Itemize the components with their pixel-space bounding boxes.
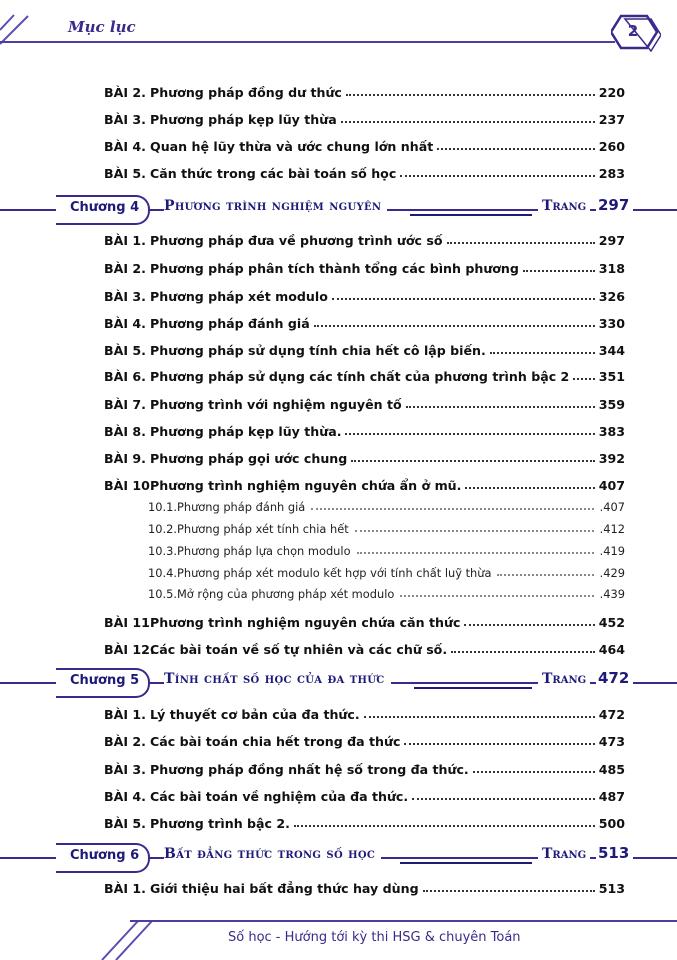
entry-title: Các bài toán chia hết trong đa thức (150, 734, 401, 749)
entry-label: BÀI 5. (104, 166, 146, 181)
entry-title: Phương pháp phân tích thành tổng các bình phương (150, 261, 519, 276)
subentry-title: 10.3.Phương pháp lựa chọn modulo (148, 544, 351, 558)
dot-leader (451, 651, 595, 653)
toc-entry[interactable] (104, 610, 625, 630)
chapter-title-underline (400, 862, 532, 864)
entry-label: BÀI 5. (104, 343, 146, 358)
entry-title: Phương pháp đồng dư thức (150, 85, 342, 100)
entry-page: 473 (598, 734, 625, 749)
entry-page: 297 (598, 233, 625, 248)
toc-subentry[interactable] (148, 496, 625, 514)
dot-leader (364, 716, 595, 718)
chapter-trang-label: Trang (538, 671, 590, 687)
chapter-title-underline (414, 687, 532, 689)
dot-leader (437, 148, 594, 150)
toc-subentry[interactable] (148, 583, 625, 601)
entry-title: Lý thuyết cơ bản của đa thức. (150, 707, 360, 722)
chapter-trang-label: Trang (538, 846, 590, 862)
toc-entry[interactable] (104, 876, 625, 896)
entry-label: BÀI 3. (104, 112, 146, 127)
entry-page: 472 (598, 707, 625, 722)
entry-title: Phương pháp gọi ước chung (150, 451, 348, 466)
subentry-page: .419 (599, 544, 625, 558)
dot-leader (341, 121, 595, 123)
dot-leader (465, 487, 594, 489)
toc-entry[interactable] (104, 134, 625, 154)
entry-page: 260 (598, 139, 625, 154)
entry-page: 452 (598, 615, 625, 630)
dot-leader (497, 574, 593, 576)
entry-title: Phương pháp sử dụng tính chia hết cô lập biến. (150, 343, 486, 358)
entry-label: BÀI 2. (104, 85, 146, 100)
subentry-title: 10.2.Phương pháp xét tính chia hết (148, 522, 349, 536)
entry-title: Phương trình bậc 2. (150, 816, 290, 831)
entry-page: 359 (598, 397, 625, 412)
dot-leader (355, 530, 594, 532)
entry-title: Các bài toán về nghiệm của đa thức. (150, 789, 409, 804)
entry-title: Phương pháp sử dụng các tính chất của phương trình bậc 2 (150, 369, 570, 384)
dot-leader (400, 175, 594, 177)
dot-leader (406, 406, 595, 408)
dot-leader (423, 890, 595, 892)
dot-leader (490, 352, 595, 354)
entry-page: 487 (598, 789, 625, 804)
entry-title: Phương pháp đưa về phương trình ước số (150, 233, 443, 248)
dot-leader (311, 508, 593, 510)
toc-entry[interactable] (104, 757, 625, 777)
entry-page: 344 (598, 343, 625, 358)
subentry-page: .429 (599, 566, 625, 580)
entry-title: Phương pháp kẹp lũy thừa (150, 112, 337, 127)
toc-entry[interactable] (104, 228, 625, 248)
entry-label: BÀI 5. (104, 816, 146, 831)
chapter-page: 513 (596, 844, 633, 862)
header-section-title: Mục lục (68, 18, 136, 36)
chapter-heading-6[interactable] (0, 843, 677, 873)
toc-subentry[interactable] (148, 518, 625, 536)
dot-leader (464, 624, 594, 626)
entry-page: 500 (598, 816, 625, 831)
entry-page: 220 (598, 85, 625, 100)
dot-leader (314, 325, 595, 327)
chapter-trang-label: Trang (538, 198, 590, 214)
chapter-label: Chương 5 (70, 673, 140, 688)
chapter-page: 297 (596, 196, 633, 214)
entry-page: 407 (598, 478, 625, 493)
subentry-page: .412 (599, 522, 625, 536)
entry-label: BÀI 2. (104, 734, 146, 749)
entry-page: 330 (598, 316, 625, 331)
entry-label: BÀI 9. (104, 451, 146, 466)
dot-leader (351, 460, 594, 462)
dot-leader (523, 270, 595, 272)
page-number-badge (611, 14, 661, 52)
entry-label: BÀI 1. (104, 881, 146, 896)
entry-label: BÀI 10. (104, 478, 155, 493)
entry-label: BÀI 6. (104, 369, 146, 384)
toc-entry[interactable] (104, 256, 625, 276)
entry-label: BÀI 1. (104, 707, 146, 722)
toc-entry[interactable] (104, 284, 625, 304)
dot-leader (332, 298, 595, 300)
dot-leader (346, 94, 595, 96)
chapter-title-underline (410, 214, 532, 216)
chapter-title: Bất đẳng thức trong số học (164, 846, 381, 862)
dot-leader (357, 552, 594, 554)
dot-leader (294, 825, 595, 827)
subentry-title: 10.4.Phương pháp xét modulo kết hợp với tính chất luỹ thừa (148, 566, 492, 580)
entry-title: Quan hệ lũy thừa và ước chung lớn nhất (150, 139, 434, 154)
entry-page: 318 (598, 261, 625, 276)
toc-entry[interactable] (104, 637, 625, 657)
entry-title: Phương pháp đánh giá (150, 316, 310, 331)
footer-book-title: Số học - Hướng tới kỳ thi HSG & chuyên Toán (228, 930, 521, 945)
toc-entry[interactable] (104, 419, 625, 439)
entry-label: BÀI 7. (104, 397, 146, 412)
entry-title: Căn thức trong các bài toán số học (150, 166, 397, 181)
toc-entry[interactable] (104, 702, 625, 722)
entry-title: Phương pháp đồng nhất hệ số trong đa thức. (150, 762, 469, 777)
chapter-title: Phương trình nghiệm nguyên (164, 198, 387, 214)
toc-entry[interactable] (104, 338, 625, 358)
footer-rule (130, 920, 677, 922)
entry-label: BÀI 8. (104, 424, 146, 439)
chapter-label: Chương 4 (70, 200, 140, 215)
entry-title: Giới thiệu hai bất đẳng thức hay dùng (150, 881, 419, 896)
subentry-title: 10.1.Phương pháp đánh giá (148, 500, 306, 514)
subentry-title: 10.5.Mở rộng của phương pháp xét modulo (148, 587, 395, 601)
entry-page: 383 (598, 424, 625, 439)
entry-label: BÀI 12. (104, 642, 155, 657)
entry-title: Phương trình nghiệm nguyên chứa ẩn ở mũ. (150, 478, 462, 493)
toc-entry[interactable] (104, 446, 625, 466)
entry-title: Phương trình nghiệm nguyên chứa căn thức (150, 615, 461, 630)
toc-entry[interactable] (104, 311, 625, 331)
entry-page: 513 (598, 881, 625, 896)
dot-leader (400, 595, 593, 597)
toc-subentry[interactable] (148, 540, 625, 558)
entry-page: 485 (598, 762, 625, 777)
entry-label: BÀI 3. (104, 289, 146, 304)
entry-page: 392 (598, 451, 625, 466)
toc-entry[interactable] (104, 729, 625, 749)
subentry-page: .439 (599, 587, 625, 601)
chapter-heading-4[interactable] (0, 195, 677, 225)
toc-entry[interactable] (104, 392, 625, 412)
toc-entry[interactable] (104, 811, 625, 831)
toc-entry[interactable] (104, 364, 625, 384)
header-rule (0, 41, 615, 43)
entry-title: Phương trình với nghiệm nguyên tố (150, 397, 402, 412)
entry-page: 237 (598, 112, 625, 127)
chapter-title: Tính chất số học của đa thức (164, 671, 391, 687)
dot-leader (473, 771, 595, 773)
chapter-page: 472 (596, 669, 633, 687)
dot-leader (573, 378, 594, 380)
chapter-label: Chương 6 (70, 848, 140, 863)
dot-leader (412, 798, 595, 800)
toc-entry[interactable] (104, 80, 625, 100)
chapter-heading-5[interactable] (0, 668, 677, 698)
entry-label: BÀI 2. (104, 261, 146, 276)
dot-leader (404, 743, 594, 745)
entry-title: Các bài toán về số tự nhiên và các chữ số. (150, 642, 448, 657)
toc-entry[interactable] (104, 473, 625, 493)
entry-title: Phương pháp xét modulo (150, 289, 328, 304)
page-number: 2 (627, 22, 639, 40)
entry-label: BÀI 11. (104, 615, 155, 630)
toc-entry[interactable] (104, 107, 625, 127)
entry-title: Phương pháp kẹp lũy thừa. (150, 424, 342, 439)
entry-label: BÀI 4. (104, 789, 146, 804)
toc-subentry[interactable] (148, 562, 625, 580)
entry-label: BÀI 3. (104, 762, 146, 777)
entry-page: 464 (598, 642, 625, 657)
subentry-page: .407 (599, 500, 625, 514)
toc-entry[interactable] (104, 784, 625, 804)
entry-page: 283 (598, 166, 625, 181)
entry-label: BÀI 1. (104, 233, 146, 248)
entry-label: BÀI 4. (104, 139, 146, 154)
entry-label: BÀI 4. (104, 316, 146, 331)
entry-page: 326 (598, 289, 625, 304)
toc-entry[interactable] (104, 161, 625, 181)
entry-page: 351 (598, 369, 625, 384)
dot-leader (447, 242, 595, 244)
dot-leader (345, 433, 594, 435)
